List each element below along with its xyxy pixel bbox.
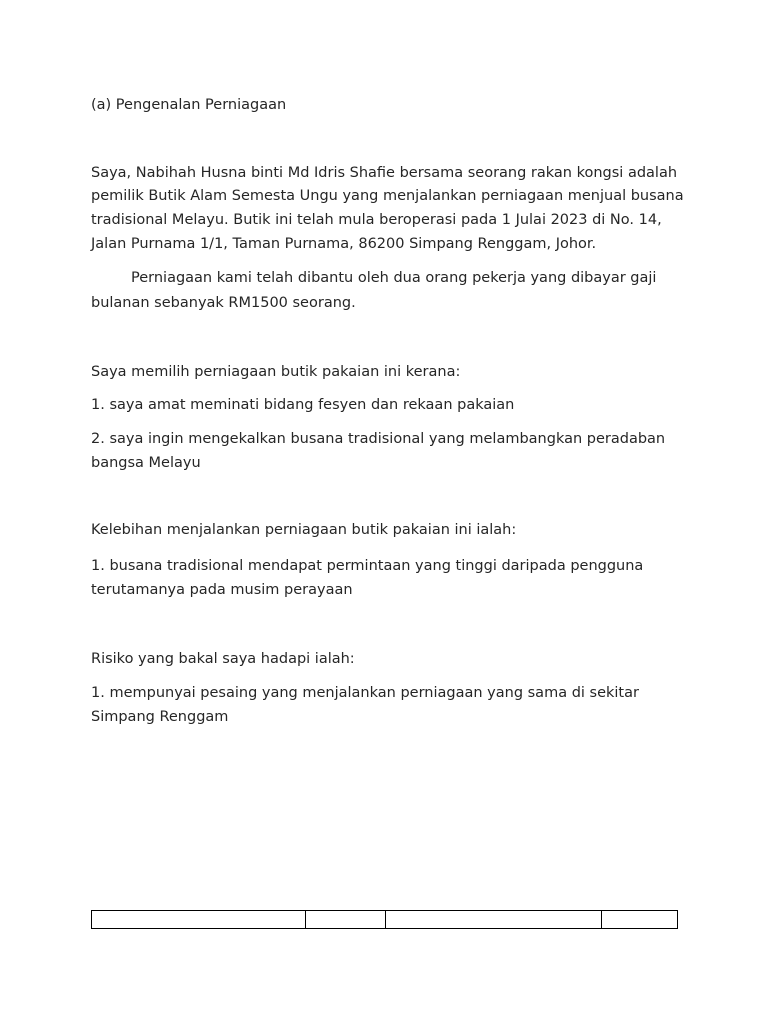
reason-item-continuation: bangsa Melayu: [91, 455, 201, 471]
table-cell: [386, 911, 602, 929]
footer-table: [91, 910, 678, 929]
advantage-item: 1. busana tradisional mendapat permintaan yang tinggi daripada pengguna: [91, 558, 644, 574]
intro-line: Saya, Nabihah Husna binti Md Idris Shafie bersama seorang rakan kongsi adalah: [91, 165, 678, 181]
staff-line: bulanan sebanyak RM1500 seorang.: [91, 295, 356, 311]
table-cell: [92, 911, 306, 929]
section-heading: (a) Pengenalan Perniagaan: [91, 97, 287, 113]
table-row: [92, 911, 678, 929]
advantage-item-continuation: terutamanya pada musim perayaan: [91, 582, 353, 598]
intro-line: pemilik Butik Alam Semesta Ungu yang menjalankan perniagaan menjual busana: [91, 188, 684, 204]
risk-item-continuation: Simpang Renggam: [91, 709, 229, 725]
table-cell: [306, 911, 386, 929]
risk-item: 1. mempunyai pesaing yang menjalankan perniagaan yang sama di sekitar: [91, 685, 639, 701]
staff-line: Perniagaan kami telah dibantu oleh dua orang pekerja yang dibayar gaji: [131, 270, 657, 286]
advantages-heading: Kelebihan menjalankan perniagaan butik pakaian ini ialah:: [91, 522, 517, 538]
intro-line: tradisional Melayu. Butik ini telah mula beroperasi pada 1 Julai 2023 di No. 14,: [91, 212, 662, 228]
risks-heading: Risiko yang bakal saya hadapi ialah:: [91, 651, 355, 667]
intro-line: Jalan Purnama 1/1, Taman Purnama, 86200 Simpang Renggam, Johor.: [91, 236, 597, 252]
reason-item: 1. saya amat meminati bidang fesyen dan rekaan pakaian: [91, 397, 515, 413]
reasons-heading: Saya memilih perniagaan butik pakaian ini kerana:: [91, 364, 461, 380]
reason-item: 2. saya ingin mengekalkan busana tradisional yang melambangkan peradaban: [91, 431, 666, 447]
table-cell: [602, 911, 678, 929]
